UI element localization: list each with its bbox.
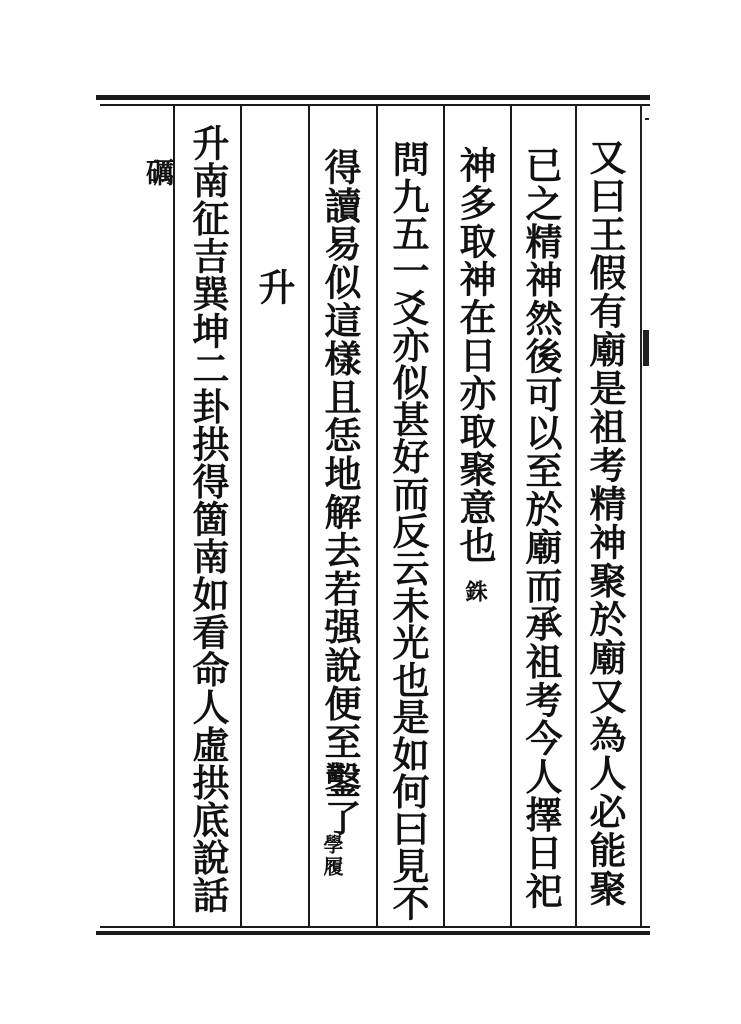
top-border-thin bbox=[100, 104, 650, 106]
text-column-5: 得讀易似這樣且恁地解去若强說便至鑿了 bbox=[318, 148, 362, 838]
column-divider bbox=[510, 106, 512, 926]
margin-label: 礪 bbox=[142, 158, 175, 186]
text-column-4: 問九五一爻亦似甚好而反云未光也是如何曰見不 bbox=[386, 140, 430, 922]
annotation-note: 銖 bbox=[462, 580, 488, 602]
annotation-note: 學履 bbox=[320, 834, 344, 878]
text-column-1: 又曰王假有廟是祖考精神聚於廟又為人必能聚 bbox=[583, 138, 627, 908]
column-divider bbox=[308, 106, 310, 926]
text-column-7: 升南征吉巽坤二卦拱得箇南如看命人虛拱底說話 bbox=[186, 124, 230, 914]
right-outer-border bbox=[640, 104, 642, 926]
binding-mark bbox=[643, 330, 649, 366]
binding-tick bbox=[645, 118, 649, 120]
column-divider bbox=[376, 106, 378, 926]
bottom-border-thin bbox=[100, 926, 650, 928]
column-divider bbox=[443, 106, 445, 926]
hexagram-heading: 升 bbox=[252, 268, 296, 306]
bottom-border-thick bbox=[96, 931, 650, 935]
column-divider bbox=[575, 106, 577, 926]
text-column-2: 已之精神然後可以至於廟而承祖考今人擇日祀 bbox=[519, 146, 563, 910]
column-divider bbox=[240, 106, 242, 926]
text-column-3: 神多取神在日亦取聚意也 bbox=[453, 146, 497, 564]
column-divider bbox=[173, 106, 175, 926]
top-border-thick bbox=[96, 95, 650, 100]
